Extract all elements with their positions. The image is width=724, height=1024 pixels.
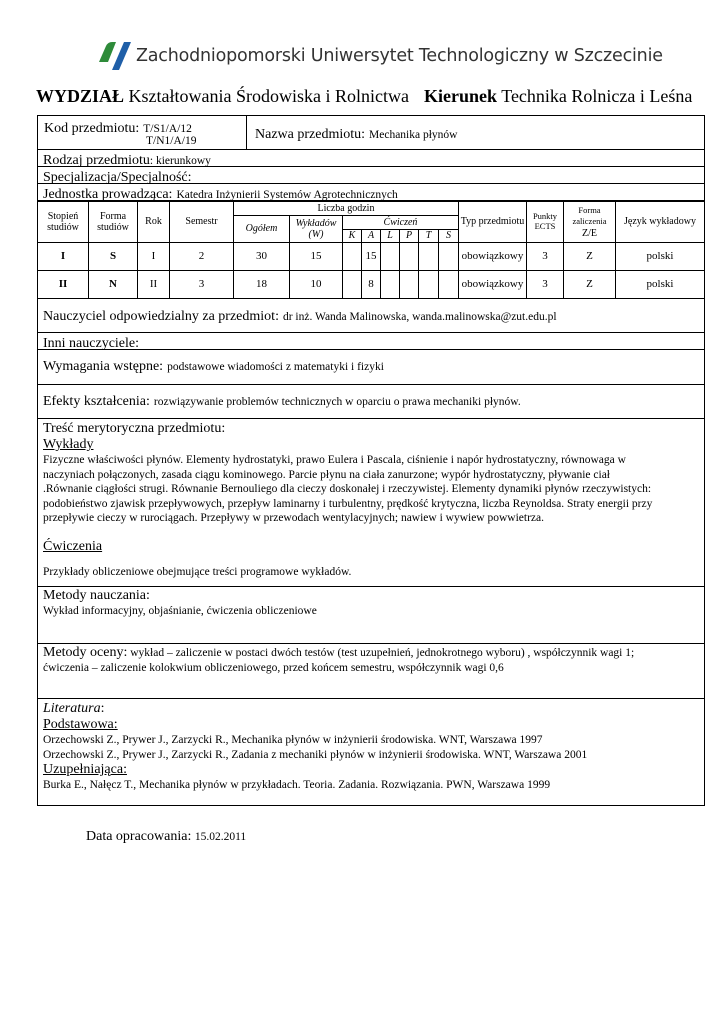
course-code-label: Kod przedmiotu: xyxy=(44,121,140,136)
date-label: Data opracowania: xyxy=(86,829,192,844)
field-heading xyxy=(424,86,692,107)
exercises-heading: Ćwiczenia xyxy=(43,538,103,554)
lectures-line: przepływie cieczy w rurociągach. Przepływy w przewodach wentylacyjnych; nawiew i wywiew powwietrza. xyxy=(43,512,545,524)
course-name-value: Mechanika płynów xyxy=(369,129,458,141)
literature-item: Orzechowski Z., Prywer J., Zarzycki R., Zadania z mechaniki płynów w inżynierii środowiska. WNT, Warszawa 2001 xyxy=(43,748,588,761)
other-teachers-row xyxy=(37,333,705,350)
teacher-row xyxy=(37,299,705,333)
literature-item: Orzechowski Z., Prywer J., Zarzycki R., Mechanika płynów w inżynierii środowiska. WNT, Warszawa 1997 xyxy=(43,734,543,746)
course-sheet xyxy=(37,115,705,806)
col-typ: Typ przedmiotu xyxy=(459,202,527,243)
faculty-label: WYDZIAŁ xyxy=(36,86,125,106)
cell-rok: II xyxy=(138,271,170,299)
col-jezyk: Język wykładowy xyxy=(616,202,705,243)
cell-forma: S xyxy=(89,243,138,271)
lectures-line: .Równanie ciągłości strugi. Równanie Bernouliego dla cieczy doskonałej i rzeczywistej. Elementy dynamiki płynów rzeczywistych: xyxy=(43,483,652,495)
col-p: P xyxy=(400,230,419,243)
university-logo-icon xyxy=(96,40,132,72)
university-logo xyxy=(96,40,663,72)
cell-k xyxy=(343,271,362,299)
cell-ects: 3 xyxy=(527,271,564,299)
cell-jezyk: polski xyxy=(616,243,705,271)
exercises-text: Przykłady obliczeniowe obejmujące treści programowe wykładów. xyxy=(43,565,352,578)
literature-extra-heading: Uzupełniająca: xyxy=(43,762,127,777)
cell-p xyxy=(400,243,419,271)
cell-t xyxy=(419,243,439,271)
course-code-cell xyxy=(38,116,247,149)
cell-p xyxy=(400,271,419,299)
col-a: A xyxy=(362,230,381,243)
literature-item: Burka E., Nałęcz T., Mechanika płynów w przykładach. Teoria. Zadania. Rozwiązania. PWN, Warszawa 1999 xyxy=(43,779,551,791)
cell-typ: obowiązkowy xyxy=(459,271,527,299)
table-header-row xyxy=(38,202,705,216)
table-row xyxy=(38,271,705,299)
requirements-label: Wymagania wstępne: xyxy=(43,359,164,374)
course-type-value: : kierunkowy xyxy=(149,155,211,167)
cell-zal: Z xyxy=(564,271,616,299)
cell-typ: obowiązkowy xyxy=(459,243,527,271)
content-row xyxy=(37,419,705,587)
outcomes-value: rozwiązywanie problemów technicznych w oparciu o prawa mechaniki płynów. xyxy=(153,396,521,408)
col-ects: Punkty ECTS xyxy=(527,202,564,243)
cell-s xyxy=(439,243,459,271)
col-rok: Rok xyxy=(138,202,170,243)
col-stopien: Stopień studiów xyxy=(38,202,89,243)
col-ze-label: Z/E xyxy=(582,227,597,239)
hours-table xyxy=(37,201,705,299)
field-label: Kierunek xyxy=(424,86,498,106)
col-semestr: Semestr xyxy=(170,202,234,243)
lectures-line: podobieństwo zjawisk przepływowych, przepływ laminarny i turbulentny, prędkość krytyczna, liczba Reynoldsa. Straty energii przy xyxy=(43,497,653,510)
cell-zal: Z xyxy=(564,243,616,271)
content-label: Treść merytoryczna przedmiotu: xyxy=(43,421,226,436)
methods-label: Metody nauczania: xyxy=(43,588,150,603)
course-name-label: Nazwa przedmiotu: xyxy=(255,127,366,142)
col-wyklad: Wykładów (W) xyxy=(290,216,343,243)
course-type-row xyxy=(37,150,705,167)
col-cwiczen: Ćwiczeń xyxy=(343,216,459,230)
unit-row xyxy=(37,184,705,201)
col-s: S xyxy=(439,230,459,243)
other-teachers-label: Inni nauczyciele: xyxy=(43,336,140,351)
course-code-1: T/S1/A/12 xyxy=(143,123,192,135)
literature-row xyxy=(37,699,705,806)
unit-value: Katedra Inżynierii Systemów Agrotechnicznych xyxy=(176,189,398,201)
lectures-text xyxy=(43,453,699,526)
assessment-line: ćwiczenia – zaliczenie kolokwium obliczeniowego, przed końcem semestru, współczynnik wagi 0,6 xyxy=(43,661,504,674)
cell-a: 15 xyxy=(362,243,381,271)
course-code-2: T/N1/A/19 xyxy=(146,135,197,147)
lectures-heading: Wykłady xyxy=(43,437,94,452)
cell-k xyxy=(343,243,362,271)
cell-a: 8 xyxy=(362,271,381,299)
literature-colon: : xyxy=(100,701,105,716)
course-type-label: Rodzaj przedmiotu xyxy=(43,153,150,168)
code-name-row xyxy=(37,115,705,150)
col-t: T xyxy=(419,230,439,243)
teacher-value: dr inż. Wanda Malinowska, wanda.malinowska@zut.edu.pl xyxy=(282,311,557,323)
faculty-name: Kształtowania Środowiska i Rolnictwa xyxy=(128,86,409,106)
cell-wyklad: 15 xyxy=(290,243,343,271)
assessment-label: Metody oceny: xyxy=(43,645,128,660)
cell-semestr: 3 xyxy=(170,271,234,299)
specialization-label: Specjalizacja/Specjalność: xyxy=(43,170,192,185)
cell-ects: 3 xyxy=(527,243,564,271)
preparation-date xyxy=(86,829,246,845)
cell-ogolem: 18 xyxy=(234,271,290,299)
outcomes-label: Efekty kształcenia: xyxy=(43,394,150,409)
date-value: 15.02.2011 xyxy=(194,831,247,843)
lectures-line: naczyniach połączonych, zasada ciągu kominowego. Parcie płynu na ciała zanurzone; wypór hydrostatyczny, pływanie ciał xyxy=(43,468,610,481)
teacher-label: Nauczyciel odpowiedzialny za przedmiot: xyxy=(43,309,279,324)
cell-l xyxy=(381,271,400,299)
col-liczba: Liczba godzin xyxy=(234,202,459,216)
col-ogolem: Ogółem xyxy=(234,216,290,243)
cell-wyklad: 10 xyxy=(290,271,343,299)
methods-value: Wykład informacyjny, objaśnianie, ćwiczenia obliczeniowe xyxy=(43,605,317,617)
field-name: Technika Rolnicza i Leśna xyxy=(501,86,693,106)
cell-jezyk: polski xyxy=(616,271,705,299)
cell-t xyxy=(419,271,439,299)
col-zal-label: Forma zaliczenia xyxy=(572,204,607,227)
cell-ogolem: 30 xyxy=(234,243,290,271)
col-forma: Forma studiów xyxy=(89,202,138,243)
university-name: Zachodniopomorski Uniwersytet Technologiczny w Szczecinie xyxy=(136,46,663,66)
cell-s xyxy=(439,271,459,299)
methods-row xyxy=(37,587,705,644)
assessment-row xyxy=(37,644,705,699)
literature-label: Literatura xyxy=(43,701,101,716)
cell-semestr: 2 xyxy=(170,243,234,271)
cell-stopien: II xyxy=(38,271,89,299)
col-k: K xyxy=(343,230,362,243)
specialization-row xyxy=(37,167,705,184)
cell-stopien: I xyxy=(38,243,89,271)
requirements-row xyxy=(37,350,705,385)
assessment-line: wykład – zaliczenie w postaci dwóch testów (test uzupełnień, jednokrotnego wyboru) , współczynnik wagi 1; xyxy=(130,647,635,659)
outcomes-row xyxy=(37,385,705,419)
col-l: L xyxy=(381,230,400,243)
cell-forma: N xyxy=(89,271,138,299)
course-name-cell xyxy=(247,116,704,149)
faculty-heading xyxy=(36,86,409,107)
lectures-line: Fizyczne właściwości płynów. Elementy hydrostatyki, prawo Eulera i Pascala, ciśnienie i napór hydrostatyczny, równowaga w xyxy=(43,454,626,466)
cell-rok: I xyxy=(138,243,170,271)
cell-l xyxy=(381,243,400,271)
col-zal xyxy=(564,202,616,243)
unit-label: Jednostka prowadząca: xyxy=(43,187,173,202)
table-row xyxy=(38,243,705,271)
literature-basic-heading: Podstawowa: xyxy=(43,717,118,732)
requirements-value: podstawowe wiadomości z matematyki i fizyki xyxy=(167,361,384,373)
